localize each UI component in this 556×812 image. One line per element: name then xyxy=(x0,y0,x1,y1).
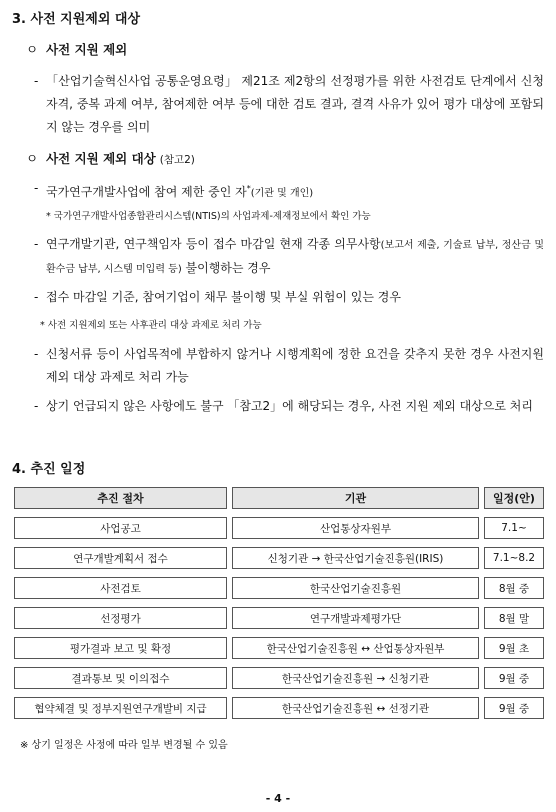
table-cell-schedule: 8월 중 xyxy=(484,577,544,599)
table-cell-agency: 한국산업기술진흥원 → 신청기관 xyxy=(232,667,479,689)
bullet-circle: ㅇ xyxy=(26,42,39,57)
item-text: 「산업기술혁신사업 공통운영요령」 제21조 제2항의 선정평가를 위한 사전검토 단계에서 신청 자격, 중복 과제 여부, 참여제한 여부 등에 대한 검토 결과, 결격 사유가 있어 평가 대상에 포함되지 않는 경우를 의미 xyxy=(46,74,544,134)
schedule-table xyxy=(14,487,544,719)
table-cell-procedure: 협약체결 및 정부지원연구개발비 지급 xyxy=(14,697,227,719)
item-qualifier: (보고서 제출, 기술료 납부, 정산금 및 환수금 납부, 시스템 미입력 등) xyxy=(46,240,544,275)
list-item: - 연구개발기관, 연구책임자 등이 접수 마감일 현재 각종 의무사항(보고서 제출, 기술료 납부, 정산금 및 환수금 납부, 시스템 미입력 등) 불이행하는 경우 xyxy=(34,237,544,275)
page-number: - 4 - xyxy=(265,792,291,805)
table-cell-agency: 한국산업기술진흥원 xyxy=(232,577,479,599)
table-cell-agency: 신청기관 → 한국산업기술진흥원(IRIS) xyxy=(232,547,479,569)
section-3-title: 3. 사전 지원제외 대상 xyxy=(12,12,141,27)
subheading-label: 사전 지원 제외 대상 xyxy=(46,151,156,166)
table-cell-schedule: 9월 초 xyxy=(484,637,544,659)
list-item: - 신청서류 등이 사업목적에 부합하지 않거나 시행계획에 정한 요건을 갖추지 못한 경우 사전지원제외 대상 과제로 처리 가능 xyxy=(34,343,544,389)
item-text: 국가연구개발사업에 참여 제한 중인 자 xyxy=(46,185,247,199)
schedule-footnote: ※ 상기 일정은 사정에 따라 일부 변경될 수 있음 xyxy=(20,740,228,751)
table-header-schedule: 일정(안) xyxy=(484,487,544,509)
list-item: - 국가연구개발사업에 참여 제한 중인 자*(기관 및 개인) xyxy=(34,181,314,199)
table-cell-schedule: 8월 말 xyxy=(484,607,544,629)
table-cell-agency: 한국산업기술진흥원 ↔ 선정기관 xyxy=(232,697,479,719)
item-text: 연구개발기관, 연구책임자 등이 접수 마감일 현재 각종 의무사항 xyxy=(46,237,381,251)
subheading-pre-exclusion xyxy=(26,40,127,58)
table-cell-procedure: 사업공고 xyxy=(14,517,227,539)
table-cell-schedule: 9월 중 xyxy=(484,667,544,689)
table-cell-procedure: 연구개발계획서 접수 xyxy=(14,547,227,569)
item-qualifier: (기관 및 개인) xyxy=(250,188,314,199)
table-cell-agency: 한국산업기술진흥원 ↔ 산업통상자원부 xyxy=(232,637,479,659)
item-text: 상기 언급되지 않은 사항에도 불구 「참고2」에 해당되는 경우, 사전 지원 제외 대상으로 처리 xyxy=(46,399,533,413)
reference-tag: (참고2) xyxy=(159,154,195,166)
table-cell-procedure: 사전검토 xyxy=(14,577,227,599)
subheading-exclusion-targets xyxy=(26,149,195,167)
note-post-management: * 사전 지원제외 또는 사후관리 대상 과제로 처리 가능 xyxy=(40,320,262,331)
table-cell-procedure: 평가결과 보고 및 확정 xyxy=(14,637,227,659)
footnote-marker: * xyxy=(246,184,251,193)
table-cell-procedure: 결과통보 및 이의접수 xyxy=(14,667,227,689)
table-cell-schedule: 7.1~8.2 xyxy=(484,547,544,569)
list-item: - 「산업기술혁신사업 공통운영요령」 제21조 제2항의 선정평가를 위한 사전검토 단계에서 신청 자격, 중복 과제 여부, 참여제한 여부 등에 대한 검토 결과, 결격 사유가 있어 평가 대상에 포함되지 않는 경우를 의미 xyxy=(34,70,544,139)
list-item: - 상기 언급되지 않은 사항에도 불구 「참고2」에 해당되는 경우, 사전 지원 제외 대상으로 처리 xyxy=(34,395,544,418)
table-cell-procedure: 선정평가 xyxy=(14,607,227,629)
subheading-label: 사전 지원 제외 xyxy=(46,42,128,57)
list-item: - 접수 마감일 기준, 참여기업이 채무 불이행 및 부실 위험이 있는 경우 xyxy=(34,286,544,309)
table-header-agency: 기관 xyxy=(232,487,479,509)
section-4-title: 4. 추진 일정 xyxy=(12,462,86,477)
table-cell-schedule: 7.1~ xyxy=(484,517,544,539)
table-header-procedure: 추진 절차 xyxy=(14,487,227,509)
table-cell-agency: 연구개발과제평가단 xyxy=(232,607,479,629)
item-text-end: 불이행하는 경우 xyxy=(181,261,271,275)
table-cell-schedule: 9월 중 xyxy=(484,697,544,719)
item-text: 신청서류 등이 사업목적에 부합하지 않거나 시행계획에 정한 요건을 갖추지 못한 경우 사전지원제외 대상 과제로 처리 가능 xyxy=(46,347,544,384)
note-ntis: * 국가연구개발사업종합관리시스템(NTIS)의 사업과제-제재정보에서 확인 가능 xyxy=(46,211,371,222)
table-cell-agency: 산업통상자원부 xyxy=(232,517,479,539)
item-text: 접수 마감일 기준, 참여기업이 채무 불이행 및 부실 위험이 있는 경우 xyxy=(46,290,401,304)
bullet-circle: ㅇ xyxy=(26,151,39,166)
